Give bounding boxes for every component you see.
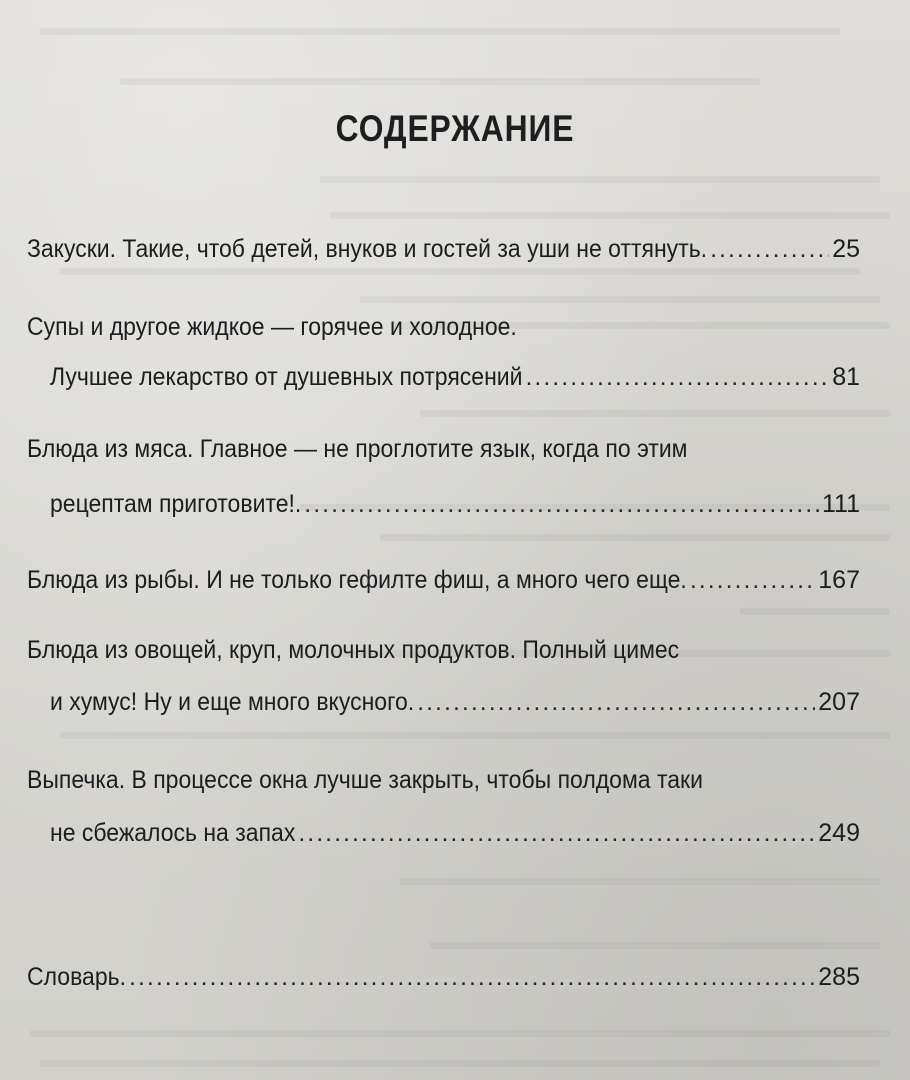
toc-page-number: 285 [818,963,860,991]
toc-entry-text: рецептам приготовите!. [50,490,302,518]
toc-entry-continuation [50,487,860,521]
toc-entry-continuation [50,685,860,719]
toc-entry-text: Лучшее лекарство от душевных потрясений [50,363,523,391]
toc-entry [27,232,860,266]
toc-entry [27,633,860,667]
toc-leader-dots [417,685,815,719]
toc-page-number: 111 [821,490,860,518]
toc-entry-text: Блюда из овощей, круп, молочных продуктов. Полный цимес [27,636,680,664]
toc-page-number: 207 [818,688,860,716]
toc-leader-dots [129,960,815,994]
toc-leader-dots [690,563,815,597]
toc-page-number: 249 [818,819,860,847]
toc-entry-text: Супы и другое жидкое — горячее и холодное. [27,313,517,341]
toc-entry [27,563,860,597]
toc-entry-text: Закуски. Такие, чтоб детей, внуков и гостей за уши не оттянуть. [27,235,708,263]
toc-entry-continuation [50,360,860,394]
toc-entry-text: Словарь. [27,963,127,991]
toc-entry [27,432,860,466]
toc-entry [27,960,860,994]
toc-entry [27,310,860,344]
toc-leader-dots [710,232,829,266]
toc-page-number: 81 [832,363,860,391]
toc-page-number: 25 [832,235,860,263]
toc-entry-continuation [50,816,860,850]
toc-entry-text: не сбежалось на запах [50,819,296,847]
toc-leader-dots [298,816,815,850]
toc-entry-text: Выпечка. В процессе окна лучше закрыть, чтобы полдома таки [27,766,703,794]
toc-entry-text: и хумус! Ну и еще много вкусного. [50,688,415,716]
page-title: СОДЕРЖАНИЕ [335,108,575,149]
toc-entry-text: Блюда из рыбы. И не только гефилте фиш, а много чего еще. [27,566,687,594]
toc-entry-text: Блюда из мяса. Главное — не проглотите язык, когда по этим [27,435,688,463]
toc-leader-dots [304,487,819,521]
toc-entry [27,763,860,797]
toc-leader-dots [525,360,829,394]
toc-page-number: 167 [818,566,860,594]
